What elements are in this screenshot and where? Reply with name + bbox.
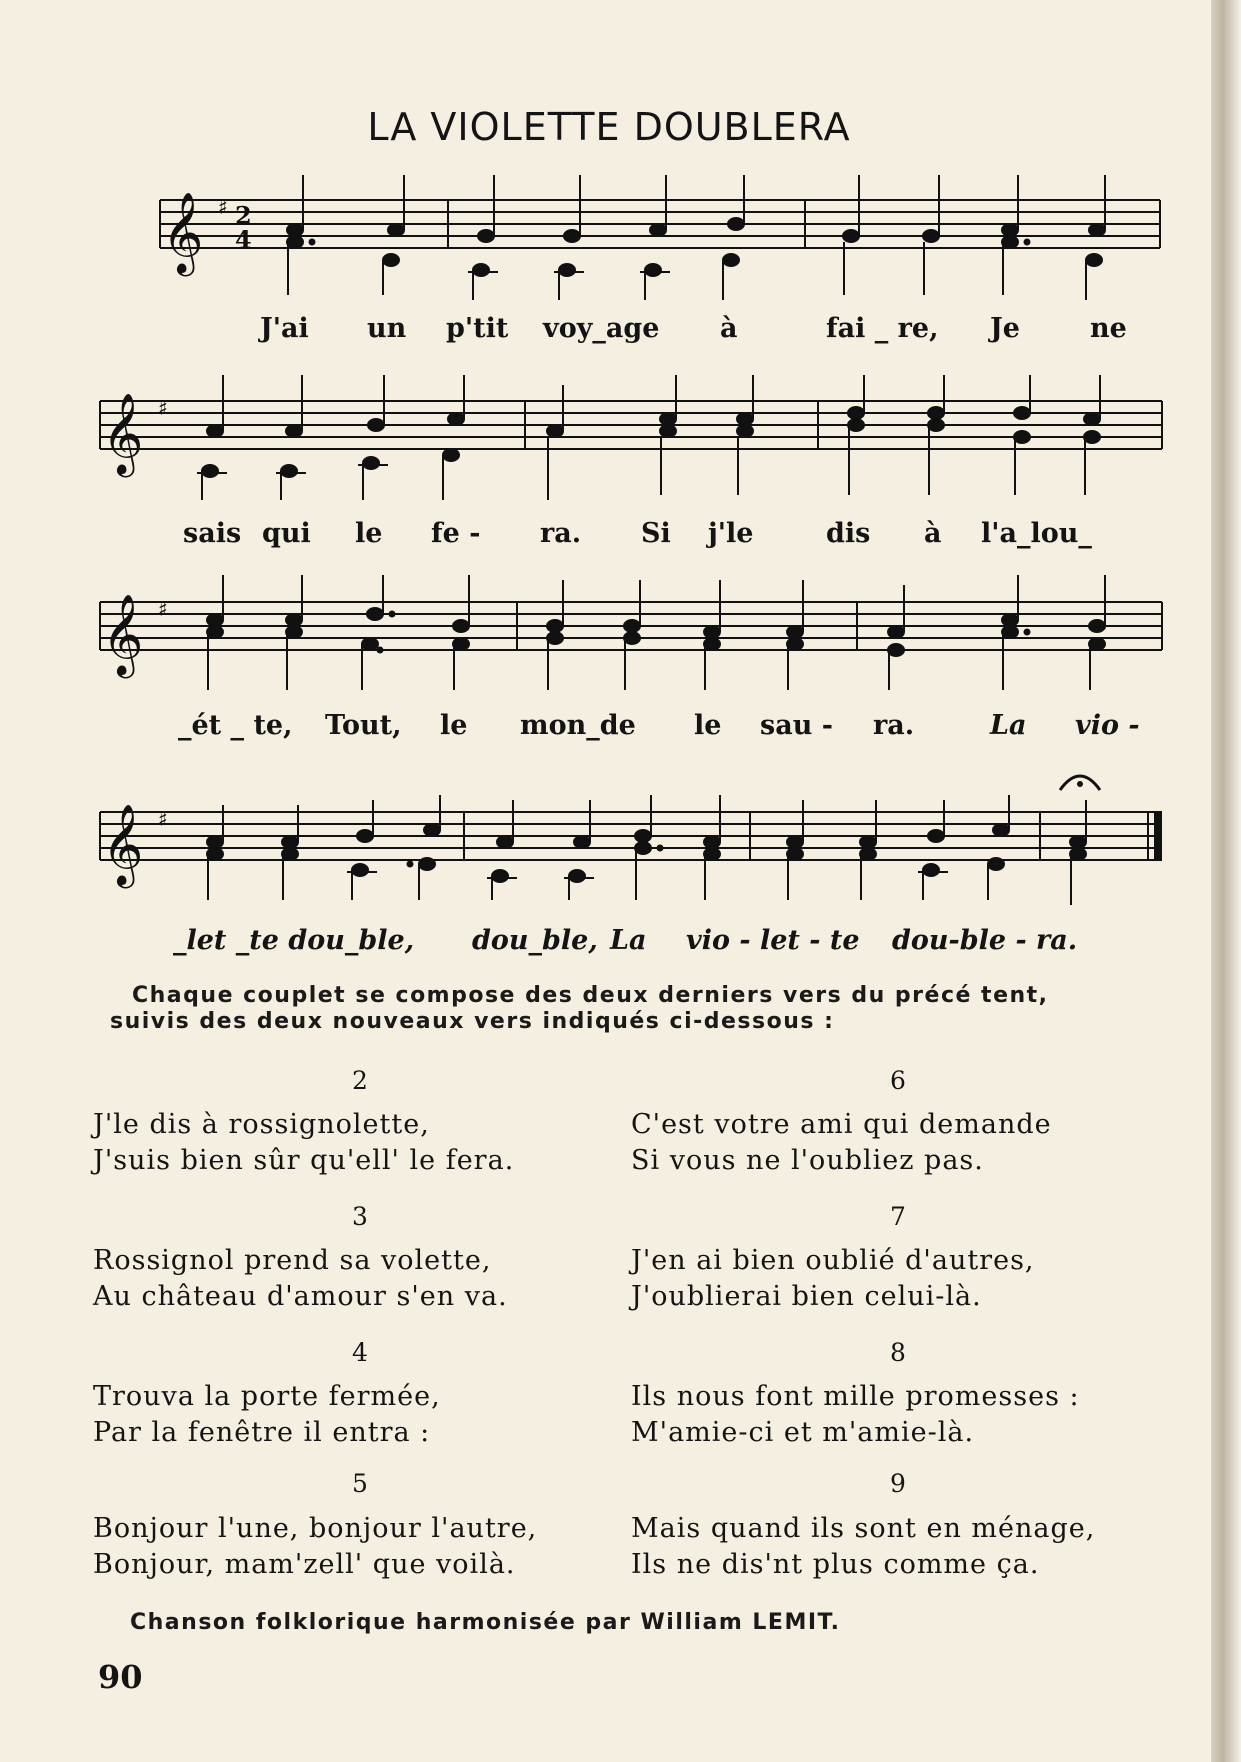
lyric-syllable: fe - <box>431 518 481 549</box>
svg-text:♯: ♯ <box>158 807 168 831</box>
instructions-line-1: Chaque couplet se compose des deux derniers vers du précé tent, <box>132 983 1049 1008</box>
couplet-instructions <box>110 983 1170 1035</box>
lyric-syllable: vio - let - te <box>686 925 860 956</box>
lyric-syllable: dou-ble - ra. <box>892 925 1078 956</box>
lyric-syllable: p'tit <box>446 313 509 344</box>
verse-line: Si vous ne l'oubliez pas. <box>631 1145 984 1176</box>
lyric-syllable: à <box>720 313 738 344</box>
lyric-syllable: l'a_lou_ <box>981 518 1092 549</box>
verse-line: J'suis bien sûr qu'ell' le fera. <box>93 1145 515 1176</box>
verse-line: C'est votre ami qui demande <box>631 1109 1052 1140</box>
lyric-syllable: le <box>694 710 722 741</box>
lyric-syllable: à <box>924 518 942 549</box>
lyric-syllable: le <box>355 518 383 549</box>
notes-system-3 <box>207 575 1105 690</box>
verse-number: 2 <box>352 1066 368 1095</box>
lyric-syllable: j'le <box>708 518 754 549</box>
lyric-syllable: _ét _ te, <box>178 710 293 741</box>
notes-system-1 <box>287 175 1105 300</box>
svg-text:♯: ♯ <box>218 195 228 219</box>
verse-number: 9 <box>890 1469 906 1498</box>
staff-system-4 <box>0 760 1218 930</box>
verse-line: Bonjour l'une, bonjour l'autre, <box>93 1513 538 1544</box>
song-credit: Chanson folklorique harmonisée par William LEMIT. <box>130 1610 841 1635</box>
verse-number: 8 <box>890 1338 906 1367</box>
svg-text:♯: ♯ <box>158 597 168 621</box>
staff-3-notation <box>0 540 1218 710</box>
time-sig-bottom: 4 <box>235 225 252 254</box>
lyric-syllable: La <box>990 710 1027 741</box>
staff-system-3 <box>0 540 1218 710</box>
verse-line: Ils nous font mille promesses : <box>631 1381 1080 1412</box>
lyric-syllable: La <box>610 925 647 956</box>
lyric-syllable: fai _ re, <box>826 313 939 344</box>
verse-line: Mais quand ils sont en ménage, <box>631 1513 1096 1544</box>
lyric-syllable: vio - <box>1075 710 1140 741</box>
verse-number: 3 <box>352 1202 368 1231</box>
lyric-syllable: le <box>440 710 468 741</box>
svg-text:𝄞: 𝄞 <box>102 803 144 885</box>
verse-line: Au château d'amour s'en va. <box>93 1281 508 1312</box>
staff-system-2 <box>0 345 1218 515</box>
svg-text:𝄞: 𝄞 <box>102 593 144 675</box>
lyric-syllable: Je <box>990 313 1020 344</box>
verse-line: J'le dis à rossignolette, <box>93 1109 430 1140</box>
lyric-syllable: Tout, <box>325 710 402 741</box>
lyric-syllable: J'ai <box>260 313 309 344</box>
lyric-syllable: qui <box>262 518 311 549</box>
time-sig-top: 2 <box>235 201 252 230</box>
verse-line: Par la fenêtre il entra : <box>93 1417 431 1448</box>
lyric-syllable: ra. <box>873 710 915 741</box>
lyric-syllable: ra. <box>540 518 582 549</box>
svg-text:𝄞: 𝄞 <box>102 392 144 474</box>
verse-line: J'oublierai bien celui-là. <box>631 1281 982 1312</box>
lyric-syllable: un <box>367 313 407 344</box>
instructions-line-2: suivis des deux nouveaux vers indiqués ci-dessous : <box>110 1009 835 1034</box>
verse-number: 5 <box>352 1469 368 1498</box>
verse-line: Trouva la porte fermée, <box>93 1381 441 1412</box>
svg-text:♯: ♯ <box>158 396 168 420</box>
lyric-syllable: _let _te dou_ble, <box>173 925 415 956</box>
lyric-syllable: sais <box>183 518 242 549</box>
verse-line: Rossignol prend sa volette, <box>93 1245 492 1276</box>
song-title: LA VIOLETTE DOUBLERA <box>367 105 851 149</box>
verse-number: 6 <box>890 1066 906 1095</box>
page-edge-shadow <box>1211 0 1241 1762</box>
verse-line: J'en ai bien oublié d'autres, <box>631 1245 1035 1276</box>
lyric-syllable: dis <box>826 518 871 549</box>
verse-number: 7 <box>890 1202 906 1231</box>
lyric-syllable: voy_age <box>543 313 660 344</box>
lyric-syllable: ne <box>1090 313 1127 344</box>
staff-2-notation <box>0 345 1218 515</box>
svg-text:𝄞: 𝄞 <box>162 191 204 273</box>
verse-line: Bonjour, mam'zell' que voilà. <box>93 1549 516 1580</box>
verse-line: M'amie-ci et m'amie-là. <box>631 1417 975 1448</box>
staff-4-notation <box>0 760 1218 930</box>
lyric-syllable: mon_de <box>520 710 636 741</box>
lyric-syllable: dou_ble, <box>472 925 598 956</box>
verse-line: Ils ne dis'nt plus comme ça. <box>631 1549 1040 1580</box>
lyric-syllable: sau - <box>760 710 833 741</box>
verse-number: 4 <box>352 1338 368 1367</box>
lyric-syllable: Si <box>641 518 671 549</box>
page-number: 90 <box>98 1658 143 1696</box>
